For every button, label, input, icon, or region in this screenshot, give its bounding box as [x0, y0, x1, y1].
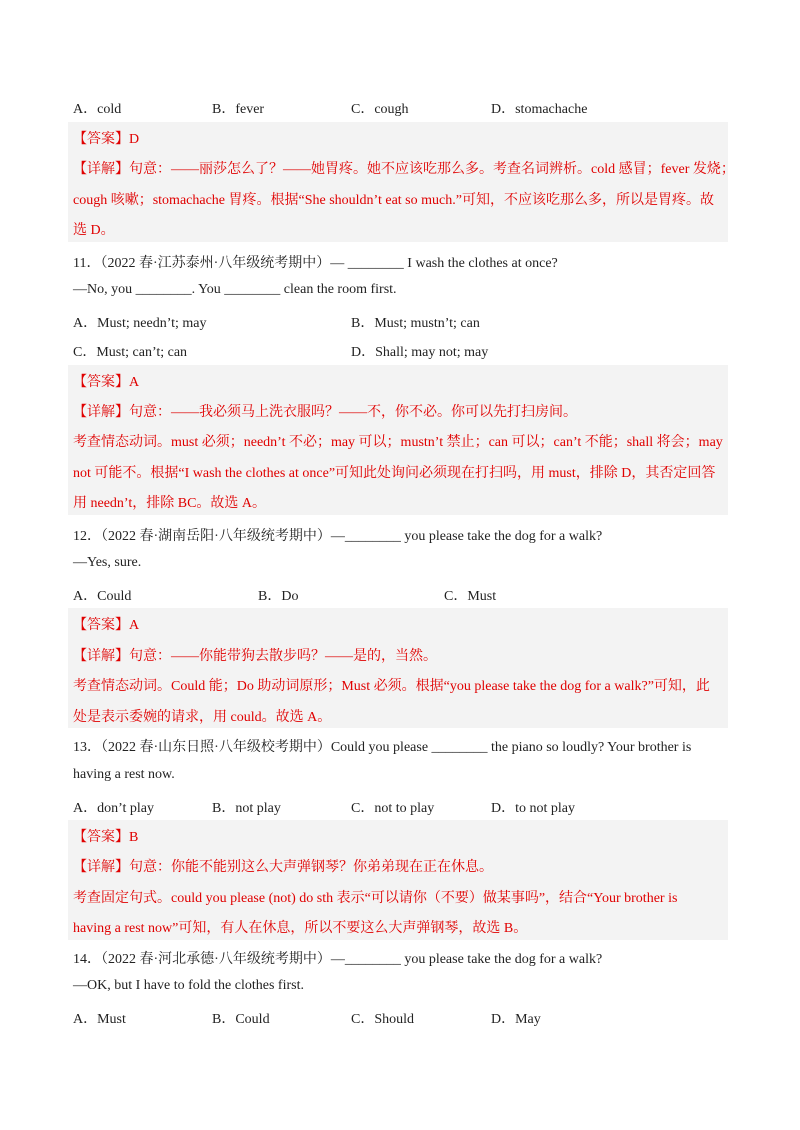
option-b: B．Could — [212, 1012, 270, 1027]
detail-line: not 可能不。根据“I wash the clothes at once”可知此处询问必须现在打扫吗，用 must，排除 D，其否定回答 — [73, 466, 716, 481]
question-stem: 14．（2022 春·河北承德·八年级统考期中）—________ you please take the dog for a walk? — [73, 952, 603, 967]
question-stem: —OK, but I have to fold the clothes first. — [73, 978, 304, 993]
option-d: D．Shall; may not; may — [351, 345, 489, 360]
answer-box — [68, 365, 728, 515]
detail-line: 处是表示委婉的请求，用 could。故选 A。 — [73, 710, 332, 725]
answer-box — [68, 820, 728, 940]
answer-label: 【答案】B — [73, 830, 139, 845]
question-stem: —Yes, sure. — [73, 555, 142, 570]
option-b: B．fever — [212, 102, 265, 117]
detail-line: 【详解】句意：——我必须马上洗衣服吗？——不，你不必。你可以先打扫房间。 — [73, 405, 577, 420]
option-a: A．cold — [73, 102, 122, 117]
question-stem: 13．（2022 春·山东日照·八年级校考期中）Could you please ________ the piano so loudly? Your brother is — [73, 740, 692, 755]
option-a: A．Must; needn’t; may — [73, 316, 207, 331]
question-stem: 11．（2022 春·江苏泰州·八年级统考期中）— ________ I wash the clothes at once? — [73, 256, 558, 271]
option-a: A．don’t play — [73, 801, 155, 816]
option-d: D．stomachache — [491, 102, 588, 117]
option-c: C．not to play — [351, 801, 435, 816]
detail-line: 【详解】句意：你能不能别这么大声弹钢琴？你弟弟现在正在休息。 — [73, 860, 493, 875]
detail-line: having a rest now”可知，有人在休息，所以不要这么大声弹钢琴，故选 B。 — [73, 921, 528, 936]
option-c: C．Must — [444, 589, 497, 604]
option-b: B．not play — [212, 801, 281, 816]
option-d: D．to not play — [491, 801, 575, 816]
answer-box — [68, 122, 735, 242]
option-c: C．Should — [351, 1012, 415, 1027]
detail-line: 考查情态动词。Could 能；Do 助动词原形；Must 必须。根据“you please take the dog for a walk?”可知，此 — [73, 679, 710, 694]
option-a: A．Must — [73, 1012, 126, 1027]
option-b: B．Must; mustn’t; can — [351, 316, 480, 331]
answer-label: 【答案】D — [73, 132, 140, 147]
detail-line: 用 needn’t，排除 BC。故选 A。 — [73, 496, 267, 511]
option-c: C．Must; can’t; can — [73, 345, 188, 360]
question-stem: having a rest now. — [73, 767, 175, 782]
answer-label: 【答案】A — [73, 375, 140, 390]
option-d: D．May — [491, 1012, 541, 1027]
detail-line: cough 咳嗽；stomachache 胃疼。根据“She shouldn’t eat so much.”可知，不应该吃那么多，所以是胃疼。故 — [73, 193, 714, 208]
answer-box — [68, 608, 728, 728]
detail-line: 【详解】句意：——你能带狗去散步吗？——是的，当然。 — [73, 649, 437, 664]
detail-line: 考查情态动词。must 必须；needn’t 不必；may 可以；mustn’t 禁止；can 可以；can’t 不能；shall 将会；may — [73, 435, 723, 450]
question-stem: —No, you ________. You ________ clean the room first. — [73, 282, 397, 297]
detail-line: 选 D。 — [73, 223, 115, 238]
answer-label: 【答案】A — [73, 618, 140, 633]
detail-line: 【详解】句意：——丽莎怎么了？——她胃疼。她不应该吃那么多。考查名词辨析。cold 感冒；fever 发烧； — [73, 162, 735, 177]
option-b: B．Do — [258, 589, 299, 604]
option-a: A．Could — [73, 589, 132, 604]
question-stem: 12．（2022 春·湖南岳阳·八年级统考期中）—________ you please take the dog for a walk? — [73, 529, 603, 544]
option-c: C．cough — [351, 102, 409, 117]
detail-line: 考查固定句式。could you please (not) do sth 表示“可以请你（不要）做某事吗”，结合“Your brother is — [73, 891, 678, 906]
